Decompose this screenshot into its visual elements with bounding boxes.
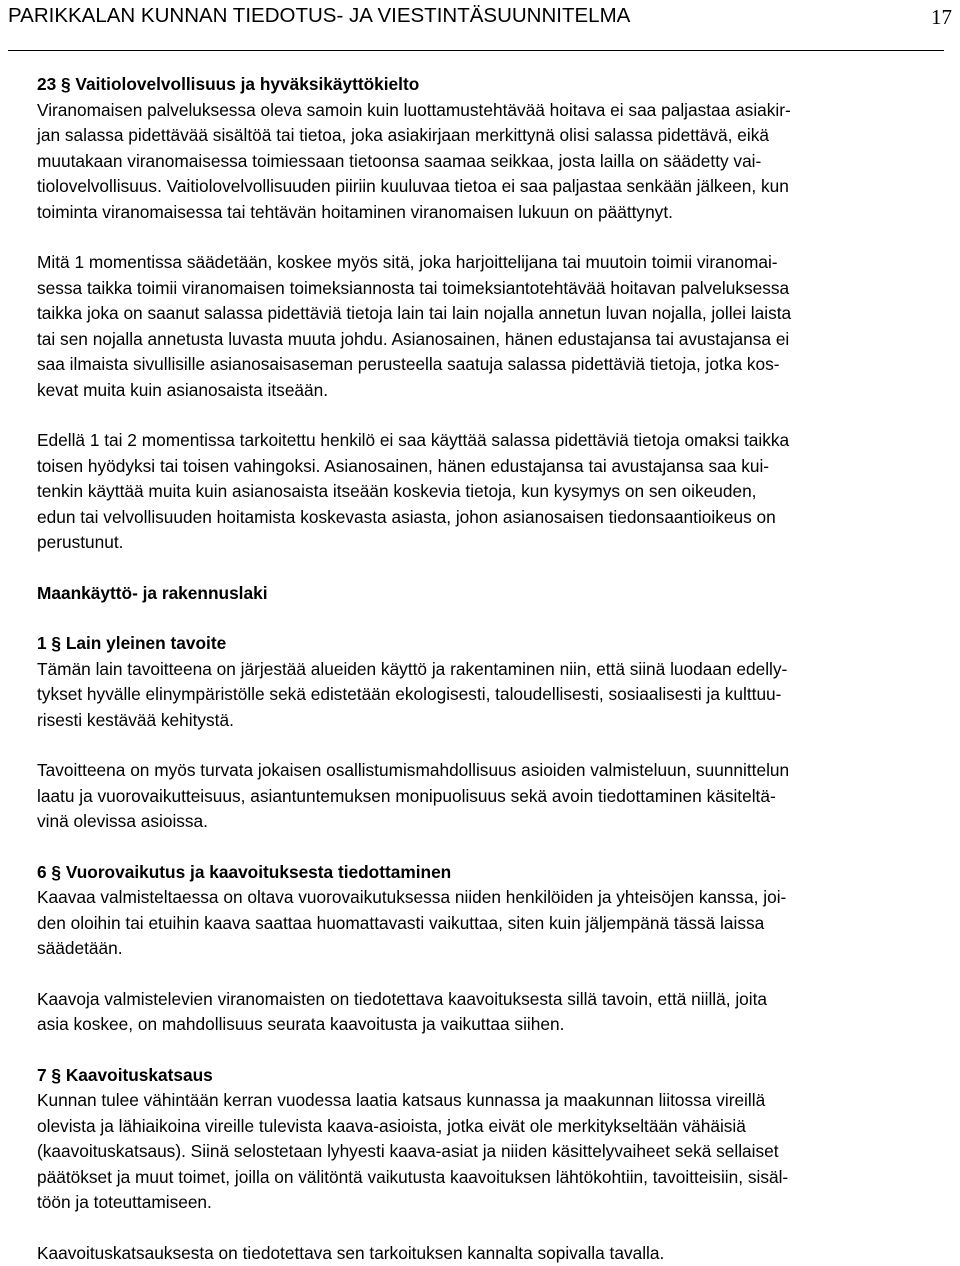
section-23-confidentiality <box>37 72 955 225</box>
document-body <box>37 72 955 1266</box>
section-heading: 23 § Vaitiolovelvollisuus ja hyväksikäyttökielto <box>37 72 955 98</box>
page-number: 17 <box>931 4 952 30</box>
paragraph: Mitä 1 momentissa säädetään, koskee myös sitä, joka harjoittelijana tai muutoin toimii viranomai- sessa taikka toimii viranomaisen toimeksiannosta tai toimeksiantotehtävää hoitavan palveluksessa taikka joka on saanut salassa pidettäviä tietoja lain tai lain nojalla annetun luvan nojalla, jollei laista tai sen nojalla annetusta luvasta muuta johdu. Asianosainen, hänen edustajansa tai avustajansa ei saa ilmaista sivullisille asianosaisaseman perusteella saatuja salassa pidettäviä tietoja, jotka kos- kevat muita kuin asianosaista itseään. <box>37 250 955 403</box>
paragraph: Kaavaa valmisteltaessa on oltava vuorovaikutuksessa niiden henkilöiden ja yhteisöjen kanssa, joi- den oloihin tai etuihin kaava saattaa huomattavasti vaikuttaa, siten kuin jäljempänä tässä laissa säädetään. <box>37 885 955 962</box>
section-7-zoning-review <box>37 1063 955 1216</box>
page-header <box>8 3 952 47</box>
header-divider <box>8 50 944 51</box>
paragraph: Tavoitteena on myös turvata jokaisen osallistumismahdollisuus asioiden valmisteluun, suunnittelun laatu ja vuorovaikutteisuus, asiantuntemuksen monipuolisuus sekä avoin tiedottaminen käsiteltä- vinä olevissa asioissa. <box>37 758 955 835</box>
section-heading: 6 § Vuorovaikutus ja kaavoituksesta tiedottaminen <box>37 860 955 886</box>
paragraph: Kunnan tulee vähintään kerran vuodessa laatia katsaus kunnassa ja maakunnan liitossa vireillä olevista ja lähiaikoina vireille tulevista kaava-asioista, jotka eivät ole merkitykseltään vähäisiä (kaavoituskatsaus). Siinä selostetaan lyhyesti kaava-asiat ja niiden käsittelyvaiheet sekä sellaiset päätökset ja muut toimet, joilla on välitöntä vaikutusta kaavoituksen lähtökohtiin, tavoitteisiin, sisäl- töön ja toteuttamiseen. <box>37 1088 955 1216</box>
paragraph: Tämän lain tavoitteena on järjestää alueiden käyttö ja rakentaminen niin, että siinä luodaan edelly- tykset hyvälle elinympäristölle sekä edistetään ekologisesti, taloudellisesti, sosiaalisesti ja kulttuu- risesti kestävää kehitystä. <box>37 657 955 734</box>
section-1-general-objective <box>37 631 955 733</box>
document-title: PARIKKALAN KUNNAN TIEDOTUS- JA VIESTINTÄSUUNNITELMA <box>8 3 630 29</box>
paragraph: Kaavoituskatsauksesta on tiedotettava sen tarkoituksen kannalta sopivalla tavalla. <box>37 1241 955 1266</box>
section-heading: 7 § Kaavoituskatsaus <box>37 1063 955 1089</box>
section-heading: 1 § Lain yleinen tavoite <box>37 631 955 657</box>
section-6-interaction <box>37 860 955 962</box>
paragraph: Viranomaisen palveluksessa oleva samoin kuin luottamustehtävää hoitava ei saa paljastaa asiakir- jan salassa pidettävää sisältöä tai tietoa, joka asiakirjaan merkittynä olisi salassa pidettävä, eikä muutakaan viranomaisessa toimiessaan tietoonsa saamaa seikkaa, josta lailla on säädetty vai- tiolovelvollisuus. Vaitiolovelvollisuuden piiriin kuuluvaa tietoa ei saa paljastaa senkään jälkeen, kun toiminta viranomaisessa tai tehtävän hoitaminen viranomaisen lukuun on päättynyt. <box>37 98 955 226</box>
paragraph: Kaavoja valmistelevien viranomaisten on tiedotettava kaavoituksesta sillä tavoin, että niillä, joita asia koskee, on mahdollisuus seurata kaavoitusta ja vaikuttaa siihen. <box>37 987 955 1038</box>
paragraph: Edellä 1 tai 2 momentissa tarkoitettu henkilö ei saa käyttää salassa pidettäviä tietoja omaksi taikka toisen hyödyksi tai toisen vahingoksi. Asianosainen, hänen edustajansa tai avustajansa saa kui- tenkin käyttää muita kuin asianosaista itseään koskevia tietoja, kun kysymys on sen oikeuden, edun tai velvollisuuden hoitamista koskevasta asiasta, johon asianosaisen tiedonsaantioikeus on perustunut. <box>37 428 955 556</box>
law-title: Maankäyttö- ja rakennuslaki <box>37 581 955 607</box>
